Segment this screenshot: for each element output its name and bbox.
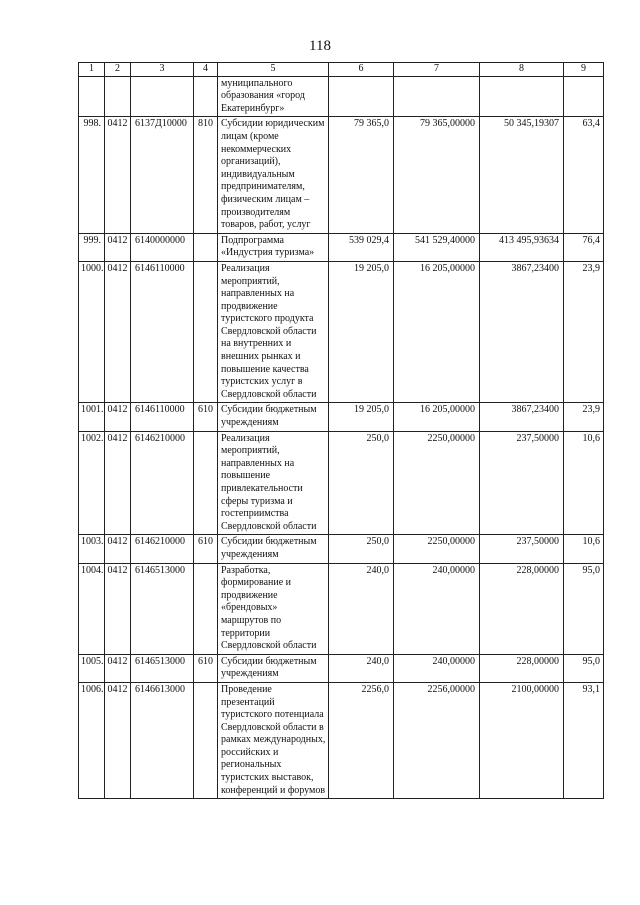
executed-amount-cell: 2100,00000	[480, 682, 564, 798]
target-article-code-cell: 6146513000	[131, 563, 194, 654]
table-row	[79, 535, 604, 563]
column-header: 4	[194, 63, 218, 77]
item-name-cell: Субсидии бюджетным учреждениям	[218, 654, 329, 682]
section-code-cell: 0412	[105, 233, 131, 261]
expense-type-code-cell: 610	[194, 403, 218, 431]
column-header: 7	[394, 63, 480, 77]
planned-amount-cell: 250,0	[329, 535, 394, 563]
execution-percent-cell: 95,0	[564, 654, 604, 682]
item-name-cell: Разработка, формирование и продвижение «брендовых» маршрутов по территории Свердловской области	[218, 563, 329, 654]
table-row	[79, 682, 604, 798]
row-number-cell: 1004.	[79, 563, 105, 654]
item-name-cell: Субсидии бюджетным учреждениям	[218, 403, 329, 431]
item-name-cell: Субсидии бюджетным учреждениям	[218, 535, 329, 563]
column-header: 9	[564, 63, 604, 77]
execution-percent-cell	[564, 76, 604, 117]
target-article-code-cell: 6146110000	[131, 403, 194, 431]
row-number-cell: 1000.	[79, 261, 105, 403]
expense-type-code-cell	[194, 682, 218, 798]
section-code-cell: 0412	[105, 682, 131, 798]
row-number-cell: 999.	[79, 233, 105, 261]
column-header: 6	[329, 63, 394, 77]
row-number-cell: 998.	[79, 117, 105, 233]
item-name-cell: Реализация мероприятий, направленных на продвижение туристского продукта Свердловской области на внутренних и внешних рынках и повышение качества туристских услуг в Свердловской области	[218, 261, 329, 403]
execution-percent-cell: 63,4	[564, 117, 604, 233]
header-row	[79, 63, 604, 77]
column-header: 3	[131, 63, 194, 77]
target-article-code-cell: 6146110000	[131, 261, 194, 403]
item-name-cell: Реализация мероприятий, направленных на повышение привлекательности сферы туризма и гостеприимства Свердловской области	[218, 431, 329, 535]
expense-type-code-cell: 810	[194, 117, 218, 233]
expense-type-code-cell	[194, 563, 218, 654]
execution-percent-cell: 10,6	[564, 431, 604, 535]
planned-amount-cell: 79 365,0	[329, 117, 394, 233]
target-article-code-cell: 6146210000	[131, 535, 194, 563]
planned-amount-cell: 2256,0	[329, 682, 394, 798]
refined-amount-cell: 541 529,40000	[394, 233, 480, 261]
execution-percent-cell: 93,1	[564, 682, 604, 798]
refined-amount-cell: 16 205,00000	[394, 403, 480, 431]
table-row	[79, 117, 604, 233]
table-row	[79, 233, 604, 261]
target-article-code-cell: 6146513000	[131, 654, 194, 682]
execution-percent-cell: 23,9	[564, 403, 604, 431]
section-code-cell: 0412	[105, 654, 131, 682]
expense-type-code-cell	[194, 261, 218, 403]
executed-amount-cell: 50 345,19307	[480, 117, 564, 233]
target-article-code-cell: 6140000000	[131, 233, 194, 261]
expense-type-code-cell	[194, 233, 218, 261]
expense-type-code-cell	[194, 76, 218, 117]
expense-type-code-cell: 610	[194, 535, 218, 563]
column-header: 8	[480, 63, 564, 77]
execution-percent-cell: 10,6	[564, 535, 604, 563]
planned-amount-cell: 240,0	[329, 563, 394, 654]
section-code-cell: 0412	[105, 563, 131, 654]
executed-amount-cell: 3867,23400	[480, 261, 564, 403]
refined-amount-cell: 79 365,00000	[394, 117, 480, 233]
table-row	[79, 431, 604, 535]
execution-percent-cell: 76,4	[564, 233, 604, 261]
planned-amount-cell: 250,0	[329, 431, 394, 535]
planned-amount-cell: 19 205,0	[329, 261, 394, 403]
table-row	[79, 403, 604, 431]
refined-amount-cell: 16 205,00000	[394, 261, 480, 403]
section-code-cell: 0412	[105, 431, 131, 535]
planned-amount-cell: 240,0	[329, 654, 394, 682]
execution-percent-cell: 95,0	[564, 563, 604, 654]
table-row	[79, 563, 604, 654]
column-header: 1	[79, 63, 105, 77]
page-number: 118	[309, 38, 331, 54]
executed-amount-cell: 3867,23400	[480, 403, 564, 431]
item-name-cell: Подпрограмма «Индустрия туризма»	[218, 233, 329, 261]
section-code-cell: 0412	[105, 261, 131, 403]
section-code-cell	[105, 76, 131, 117]
executed-amount-cell: 237,50000	[480, 535, 564, 563]
planned-amount-cell: 539 029,4	[329, 233, 394, 261]
budget-table	[78, 62, 604, 799]
executed-amount-cell: 237,50000	[480, 431, 564, 535]
refined-amount-cell: 240,00000	[394, 654, 480, 682]
refined-amount-cell: 2256,00000	[394, 682, 480, 798]
refined-amount-cell: 2250,00000	[394, 431, 480, 535]
column-header: 2	[105, 63, 131, 77]
section-code-cell: 0412	[105, 117, 131, 233]
table-row	[79, 654, 604, 682]
refined-amount-cell: 240,00000	[394, 563, 480, 654]
item-name-cell: муниципального образования «город Екатеринбург»	[218, 76, 329, 117]
table-row	[79, 76, 604, 117]
column-header: 5	[218, 63, 329, 77]
refined-amount-cell: 2250,00000	[394, 535, 480, 563]
table-row	[79, 261, 604, 403]
executed-amount-cell: 228,00000	[480, 654, 564, 682]
expense-type-code-cell	[194, 431, 218, 535]
target-article-code-cell	[131, 76, 194, 117]
target-article-code-cell: 6146613000	[131, 682, 194, 798]
executed-amount-cell: 413 495,93634	[480, 233, 564, 261]
row-number-cell: 1001.	[79, 403, 105, 431]
section-code-cell: 0412	[105, 403, 131, 431]
item-name-cell: Проведение презентаций туристского потенциала Свердловской области в рамках международных, российских и региональных туристских выставок, конференций и форумов	[218, 682, 329, 798]
executed-amount-cell: 228,00000	[480, 563, 564, 654]
refined-amount-cell	[394, 76, 480, 117]
expense-type-code-cell: 610	[194, 654, 218, 682]
target-article-code-cell: 6137Д10000	[131, 117, 194, 233]
planned-amount-cell: 19 205,0	[329, 403, 394, 431]
item-name-cell: Субсидии юридическим лицам (кроме некоммерческих организаций), индивидуальным предпринимателям, физическим лицам – производителям товаров, работ, услуг	[218, 117, 329, 233]
row-number-cell: 1006.	[79, 682, 105, 798]
row-number-cell: 1003.	[79, 535, 105, 563]
target-article-code-cell: 6146210000	[131, 431, 194, 535]
executed-amount-cell	[480, 76, 564, 117]
row-number-cell	[79, 76, 105, 117]
planned-amount-cell	[329, 76, 394, 117]
execution-percent-cell: 23,9	[564, 261, 604, 403]
row-number-cell: 1005.	[79, 654, 105, 682]
section-code-cell: 0412	[105, 535, 131, 563]
row-number-cell: 1002.	[79, 431, 105, 535]
